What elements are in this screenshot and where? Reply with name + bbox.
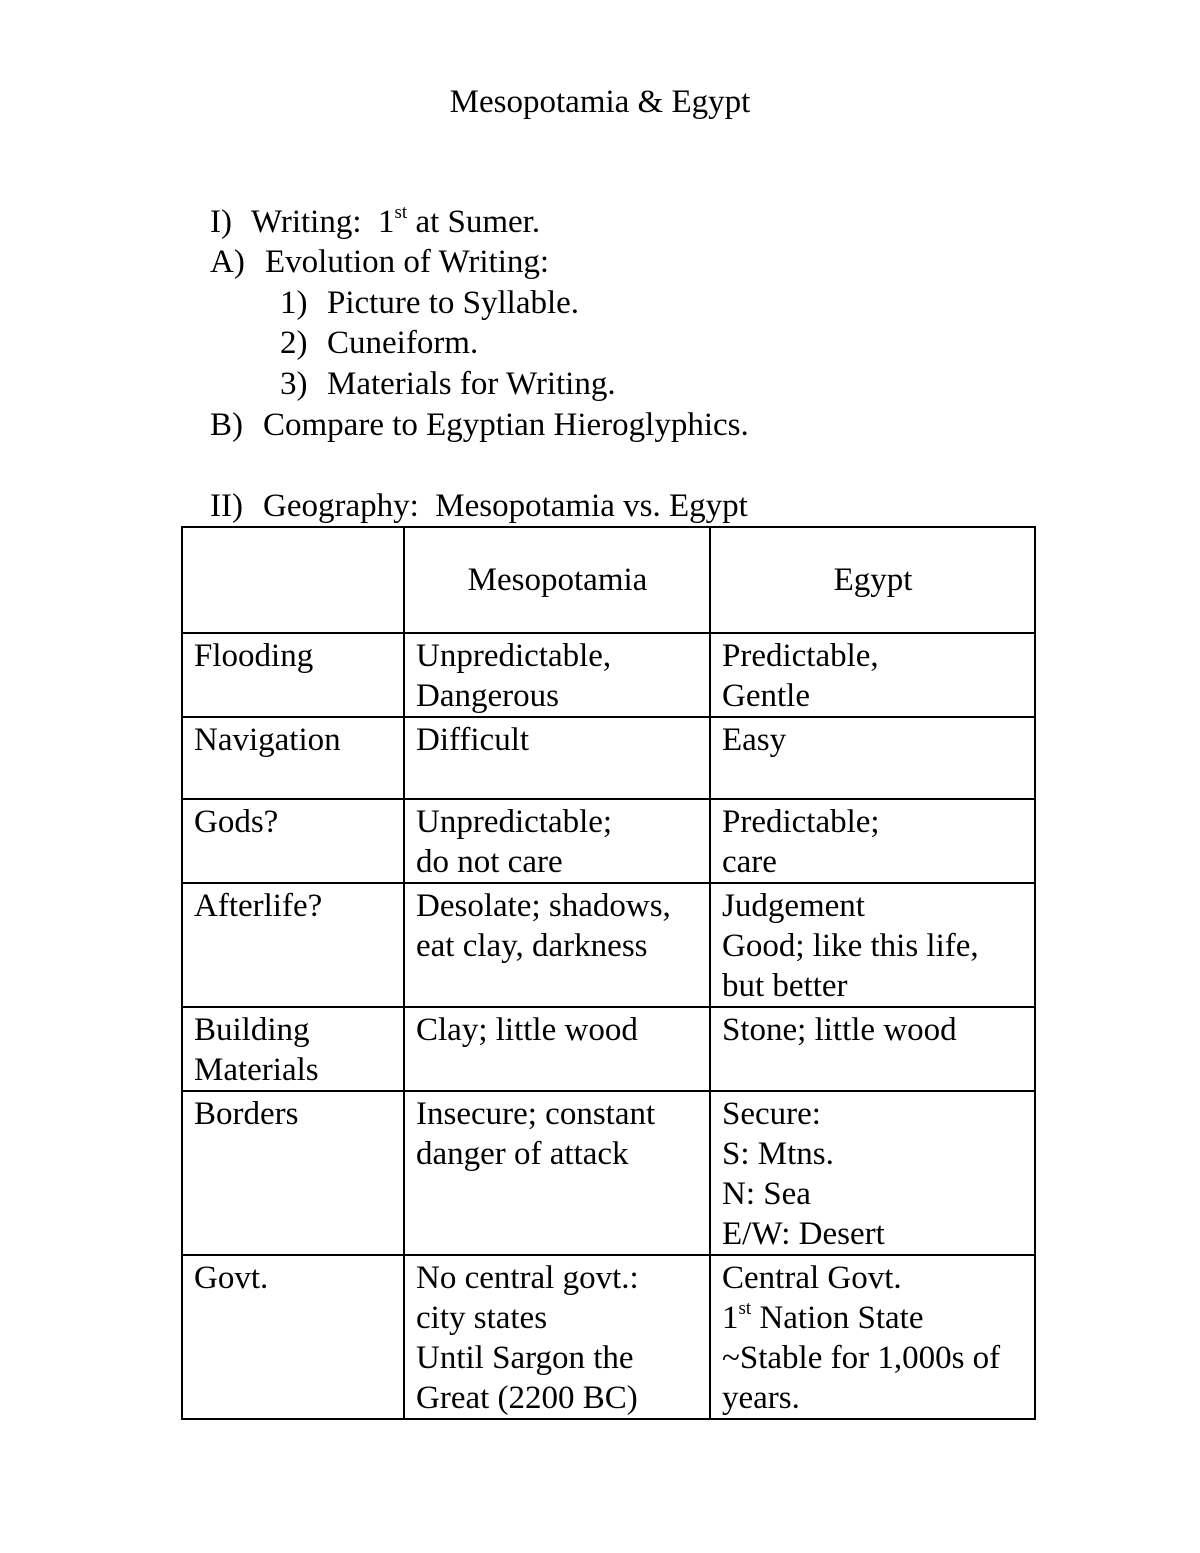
table-header-cell	[182, 527, 404, 633]
outline-text: Materials for Writing.	[327, 366, 616, 402]
egypt-cell	[710, 1007, 1035, 1091]
row-label-cell	[182, 883, 404, 1007]
cell-line: do not care	[416, 844, 563, 880]
cell-line: Until Sargon the	[416, 1340, 634, 1376]
cell-line: Predictable;	[722, 804, 880, 840]
cell-line: No central govt.:	[416, 1260, 639, 1296]
cell-line: Clay; little wood	[416, 1012, 638, 1048]
row-label-cell	[182, 633, 404, 717]
mesopotamia-cell	[404, 883, 710, 1007]
cell-line: Afterlife?	[194, 888, 323, 924]
cell-line: Navigation	[194, 722, 341, 758]
cell-line: N: Sea	[722, 1176, 811, 1212]
cell-line: Insecure; constant	[416, 1096, 656, 1132]
cell-line: Stone; little wood	[722, 1012, 957, 1048]
cell-line: Predictable,	[722, 638, 879, 674]
outline-marker: 3)	[280, 366, 308, 402]
mesopotamia-cell	[404, 1007, 710, 1091]
outline-text-part: Writing: 1	[251, 204, 395, 240]
table-body	[182, 633, 1035, 1419]
mesopotamia-cell	[404, 799, 710, 883]
egypt-cell	[710, 1091, 1035, 1255]
table-header-cell: Egypt	[710, 527, 1035, 633]
cell-line: Judgement	[722, 888, 865, 924]
cell-line: eat clay, darkness	[416, 928, 648, 964]
outline-text-part: at Sumer.	[407, 204, 541, 240]
cell-line: Desolate; shadows,	[416, 888, 671, 924]
cell-line: Central Govt.	[722, 1260, 902, 1296]
cell-line: Unpredictable;	[416, 804, 613, 840]
egypt-cell	[710, 717, 1035, 799]
table-row	[182, 799, 1035, 883]
cell-line: ~Stable for 1,000s of	[722, 1340, 1001, 1376]
outline-text: Evolution of Writing:	[265, 244, 550, 280]
cell-line: Dangerous	[416, 678, 559, 714]
table-row	[182, 717, 1035, 799]
outline-text: Picture to Syllable.	[327, 285, 580, 321]
cell-line: city states	[416, 1300, 548, 1336]
cell-line: Govt.	[194, 1260, 269, 1296]
table-header-cell: Mesopotamia	[404, 527, 710, 633]
cell-line: Gods?	[194, 804, 279, 840]
cell-line: Easy	[722, 722, 787, 758]
egypt-cell	[710, 799, 1035, 883]
outline-text: Geography: Mesopotamia vs. Egypt	[263, 488, 748, 524]
page-title: Mesopotamia & Egypt	[449, 84, 751, 120]
cell-line: Good; like this life,	[722, 928, 979, 964]
cell-line: Borders	[194, 1096, 299, 1132]
cell-line: Great (2200 BC)	[416, 1380, 638, 1416]
cell-text-part: Nation State	[751, 1300, 924, 1336]
cell-line: Gentle	[722, 678, 810, 714]
table-row	[182, 1007, 1035, 1091]
row-label-cell	[182, 1007, 404, 1091]
outline-marker: 2)	[280, 325, 308, 361]
ordinal-superscript: st	[738, 1298, 752, 1319]
mesopotamia-cell	[404, 1255, 710, 1419]
cell-text-part: 1	[722, 1300, 739, 1336]
mesopotamia-cell	[404, 1091, 710, 1255]
outline-marker: A)	[210, 244, 245, 280]
ordinal-superscript: st	[394, 202, 408, 223]
cell-line: years.	[722, 1380, 800, 1416]
cell-line: danger of attack	[416, 1136, 629, 1172]
outline-marker: 1)	[280, 285, 308, 321]
outline-text: Cuneiform.	[327, 325, 479, 361]
outline-marker: II)	[210, 488, 243, 524]
cell-line: Difficult	[416, 722, 530, 758]
cell-line: care	[722, 844, 777, 880]
egypt-cell	[710, 883, 1035, 1007]
comparison-table	[181, 526, 1036, 1420]
table-header-row	[182, 527, 1035, 633]
row-label-cell	[182, 1091, 404, 1255]
table-row	[182, 1091, 1035, 1255]
row-label-cell	[182, 1255, 404, 1419]
row-label-cell	[182, 799, 404, 883]
cell-line: Building	[194, 1012, 310, 1048]
row-label-cell	[182, 717, 404, 799]
mesopotamia-cell	[404, 633, 710, 717]
outline-text: Compare to Egyptian Hieroglyphics.	[263, 407, 749, 443]
table-row	[182, 633, 1035, 717]
table-row	[182, 1255, 1035, 1419]
cell-line: Flooding	[194, 638, 314, 674]
mesopotamia-cell	[404, 717, 710, 799]
cell-line	[722, 1298, 1024, 1338]
table-row	[182, 883, 1035, 1007]
cell-line: Materials	[194, 1052, 319, 1088]
cell-line: Unpredictable,	[416, 638, 612, 674]
cell-line: Secure:	[722, 1096, 821, 1132]
cell-line: S: Mtns.	[722, 1136, 834, 1172]
cell-line: E/W: Desert	[722, 1216, 885, 1252]
cell-line: but better	[722, 968, 848, 1004]
outline-marker: I)	[210, 204, 232, 240]
outline-marker: B)	[210, 407, 243, 443]
egypt-cell	[710, 1255, 1035, 1419]
egypt-cell	[710, 633, 1035, 717]
